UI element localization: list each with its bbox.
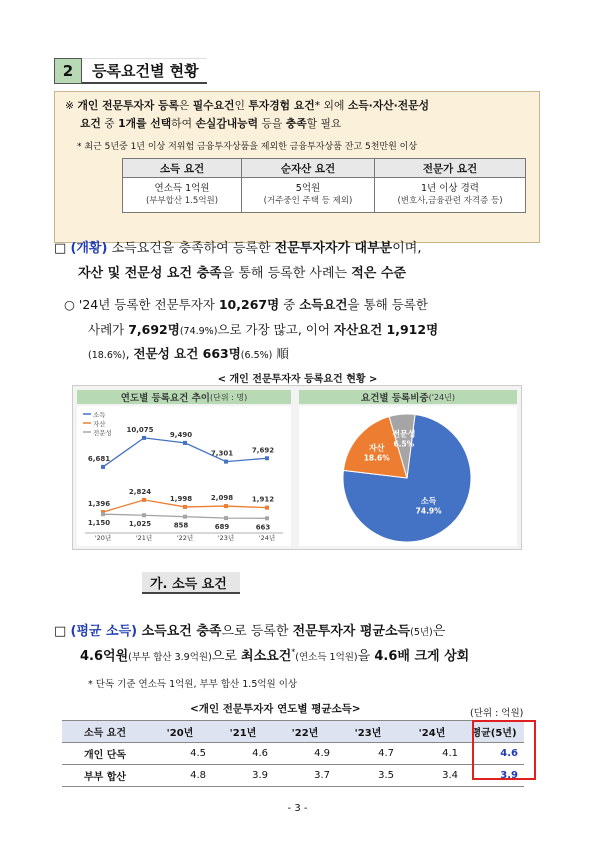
data-label: 1,396 <box>87 500 111 509</box>
note-symbol: ※ <box>65 99 75 112</box>
line-chart-header <box>77 390 291 404</box>
detail-text: 7,692명 <box>128 322 180 337</box>
req-main: 1년 이상 경력 <box>421 183 479 194</box>
detail-line-1 <box>64 295 428 313</box>
overview-text: 이며, <box>392 241 422 256</box>
detail-text: 順 <box>272 346 289 361</box>
note-text: 손실감내능력 <box>195 117 259 130</box>
table-row <box>62 743 524 765</box>
req-main: 연소득 1억원 <box>154 183 210 194</box>
section-number: 2 <box>54 58 82 84</box>
row-label: 개인 단독 <box>62 743 148 765</box>
line-chart-unit: (단위 : 명) <box>210 392 248 402</box>
income-header-row <box>62 721 524 743</box>
income-table-unit: (단위 : 억원) <box>470 708 524 719</box>
data-point <box>183 515 187 519</box>
overview-text: 전문투자자가 대부분 <box>274 241 393 256</box>
chart-caption: < 개인 전문투자자 등록요건 현황 > <box>217 374 378 385</box>
table-cell: 4.6 <box>212 743 274 765</box>
pie-chart-title: 요건별 등록비중 <box>361 393 429 404</box>
data-point <box>265 506 269 510</box>
row-label: 부부 합산 <box>62 765 148 787</box>
income-text: (부부 합산 3.9억원) <box>128 652 212 663</box>
table-cell: 4.5 <box>148 743 212 765</box>
line-chart-title: 연도별 등록요건 추이 <box>120 393 210 404</box>
req-sub: (부부합산 1.5억원) <box>145 196 219 206</box>
pie-slice-value: 74.9% <box>415 506 442 516</box>
pie-slice-name: 전문성 <box>392 429 416 439</box>
table-cell: 4.7 <box>336 743 400 765</box>
data-point <box>183 505 187 509</box>
average-cell: 4.6 <box>464 743 524 765</box>
income-header: '24년 <box>400 721 464 743</box>
req-header: 순자산 요건 <box>242 159 375 178</box>
legend-label: 소득 <box>93 411 106 419</box>
data-label: 689 <box>214 523 230 532</box>
detail-text: 을 통해 등록한 <box>347 297 428 312</box>
note-text: 투자경험 요건 <box>248 99 315 112</box>
x-tick-label: '21년 <box>135 534 153 542</box>
income-table <box>62 720 524 787</box>
data-label: 10,075 <box>126 425 154 434</box>
income-table-caption: <개인 전문투자자 연도별 평균소득> <box>190 703 361 715</box>
data-label: 2,098 <box>210 494 234 503</box>
income-text: 최소요건 <box>241 649 292 664</box>
pie-slice-name: 소득 <box>420 496 437 506</box>
pie-slice-name: 자산 <box>369 443 385 453</box>
income-text: 소득요건 충족 <box>137 624 222 639</box>
checkbox-bullet-icon: □ <box>54 241 67 256</box>
income-tag: (평균 소득) <box>70 624 138 639</box>
table-cell: 3.9 <box>212 765 274 787</box>
data-point <box>265 516 269 520</box>
legend-label: 자산 <box>93 420 106 428</box>
detail-text: 10,267명 <box>218 297 280 312</box>
table-cell: 3.5 <box>336 765 400 787</box>
income-text: * <box>291 647 296 657</box>
income-footnote: * 단독 기준 연소득 1억원, 부부 합산 1.5억원 이상 <box>88 679 298 690</box>
req-sub: (거주중인 주택 등 제외) <box>263 196 353 206</box>
table-cell: 3.4 <box>400 765 464 787</box>
page-number: - 3 - <box>287 803 308 814</box>
note-text: * 외에 <box>314 99 348 112</box>
pie-chart-header <box>299 390 517 404</box>
income-line-2 <box>80 645 469 664</box>
income-text: 전문투자자 평균소득 <box>292 624 411 639</box>
data-point <box>142 436 146 440</box>
detail-text: (6.5%) <box>240 350 273 361</box>
requirement-table <box>122 158 526 213</box>
detail-text: 전문성 요건 663명 <box>133 346 241 361</box>
note-text: 등을 <box>258 117 286 130</box>
data-point <box>224 460 228 464</box>
data-point <box>142 513 146 517</box>
income-header: '20년 <box>148 721 212 743</box>
note-text: 충족 <box>285 117 307 130</box>
data-point <box>265 456 269 460</box>
note-line-2 <box>80 116 341 131</box>
chart-panel <box>72 385 522 550</box>
table-cell: 3.7 <box>274 765 336 787</box>
detail-text: , <box>125 346 134 361</box>
income-header: 평균(5년) <box>464 721 524 743</box>
section-title: 등록요건별 현황 <box>82 58 207 84</box>
detail-text: 으로 가장 많고, 이어 <box>217 322 334 337</box>
note-text: 은 <box>178 99 193 112</box>
income-text: 으로 등록한 <box>221 624 293 639</box>
income-text: 을 <box>357 649 375 664</box>
income-header: 소득 요건 <box>62 721 148 743</box>
data-label: 2,824 <box>128 487 152 496</box>
req-main: 5억원 <box>295 183 321 194</box>
note-text: 할 필요 <box>306 117 342 130</box>
line-chart <box>77 406 291 546</box>
pie-slice-value: 18.6% <box>363 453 390 463</box>
req-cell <box>123 178 242 213</box>
data-label: 7,692 <box>251 446 275 455</box>
checkbox-bullet-icon: □ <box>54 624 67 639</box>
overview-line-2 <box>78 262 406 281</box>
detail-line-2 <box>88 320 438 338</box>
note-line-1 <box>65 98 429 113</box>
x-tick-label: '24년 <box>258 534 276 542</box>
data-label: 663 <box>255 523 271 532</box>
note-text: 요건 <box>80 117 101 130</box>
section-heading <box>54 58 207 84</box>
data-point <box>224 516 228 520</box>
income-text: 4.6억원 <box>80 649 129 664</box>
income-text: 으로 <box>211 649 242 664</box>
average-cell: 3.9 <box>464 765 524 787</box>
average-highlight-box <box>472 720 536 780</box>
overview-tag: (개황) <box>70 241 108 256</box>
detail-text: (18.6%) <box>88 350 126 361</box>
note-text: 소득·자산·전문성 <box>347 99 430 112</box>
income-header: '22년 <box>274 721 336 743</box>
table-cell: 4.9 <box>274 743 336 765</box>
data-label: 1,998 <box>169 494 193 503</box>
data-label: 1,912 <box>251 495 275 504</box>
overview-text: 자산 및 전문성 요건 충족 <box>78 266 222 281</box>
detail-text: 사례가 <box>88 322 129 337</box>
pie-slice-value: 6.5% <box>393 439 415 449</box>
detail-text: '24년 등록한 전문투자자 <box>78 297 219 312</box>
subsection-heading: 가. 소득 요건 <box>142 572 240 594</box>
note-footnote: * 최근 5년중 1년 이상 저위험 금융투자상품을 제외한 금융투자상품 잔고 5천만원 이상 <box>77 142 418 152</box>
data-label: 7,301 <box>210 449 234 458</box>
income-text: (연소득 1억원) <box>295 652 358 663</box>
overview-line-1 <box>54 237 421 256</box>
table-row <box>62 765 524 787</box>
data-point <box>142 498 146 502</box>
data-label: 6,681 <box>87 454 111 463</box>
data-label: 1,025 <box>128 520 152 529</box>
x-tick-label: '22년 <box>176 534 194 542</box>
overview-text: 소득요건을 충족하여 등록한 <box>111 241 275 256</box>
data-point <box>101 465 105 469</box>
overview-text: 을 통해 등록한 사례는 <box>221 266 352 281</box>
data-point <box>224 504 228 508</box>
data-label: 1,150 <box>87 519 111 528</box>
income-header: '21년 <box>212 721 274 743</box>
pie-chart <box>299 406 517 546</box>
detail-text: (74.9%) <box>179 326 218 337</box>
income-line-1 <box>54 620 445 639</box>
data-point <box>183 441 187 445</box>
data-label: 858 <box>173 521 189 530</box>
x-tick-label: '23년 <box>217 534 235 542</box>
pie-chart-unit: ('24년) <box>428 392 455 402</box>
table-cell: 4.1 <box>400 743 464 765</box>
circle-bullet-icon: ○ <box>64 297 75 312</box>
req-header: 전문가 요건 <box>375 159 526 178</box>
req-sub: (변호사,금융관련 자격증 등) <box>397 196 503 206</box>
req-cell <box>242 178 375 213</box>
note-text: 1개를 선택 <box>118 117 172 130</box>
income-header: '23년 <box>336 721 400 743</box>
note-text: 하여 <box>171 117 196 130</box>
req-cell <box>375 178 526 213</box>
note-text: 중 <box>100 117 119 130</box>
table-cell: 4.8 <box>148 765 212 787</box>
note-text: 필수요건 <box>192 99 235 112</box>
income-text: 4.6배 크게 상회 <box>374 649 470 664</box>
detail-text: 자산요건 1,912명 <box>333 322 439 337</box>
legend-label: 전문성 <box>93 429 112 437</box>
income-text: 은 <box>432 624 446 639</box>
requirement-note-box <box>54 91 540 243</box>
data-label: 9,490 <box>169 430 193 439</box>
data-point <box>101 512 105 516</box>
detail-line-3 <box>88 344 289 362</box>
overview-text: 적은 수준 <box>351 266 407 281</box>
detail-text: 중 <box>279 297 300 312</box>
x-tick-label: '20년 <box>94 534 112 542</box>
income-text: (5년) <box>410 627 433 638</box>
detail-text: 소득요건 <box>299 297 348 312</box>
note-text: 개인 전문투자자 등록 <box>77 99 179 112</box>
req-header: 소득 요건 <box>123 159 242 178</box>
note-text: 인 <box>234 99 249 112</box>
